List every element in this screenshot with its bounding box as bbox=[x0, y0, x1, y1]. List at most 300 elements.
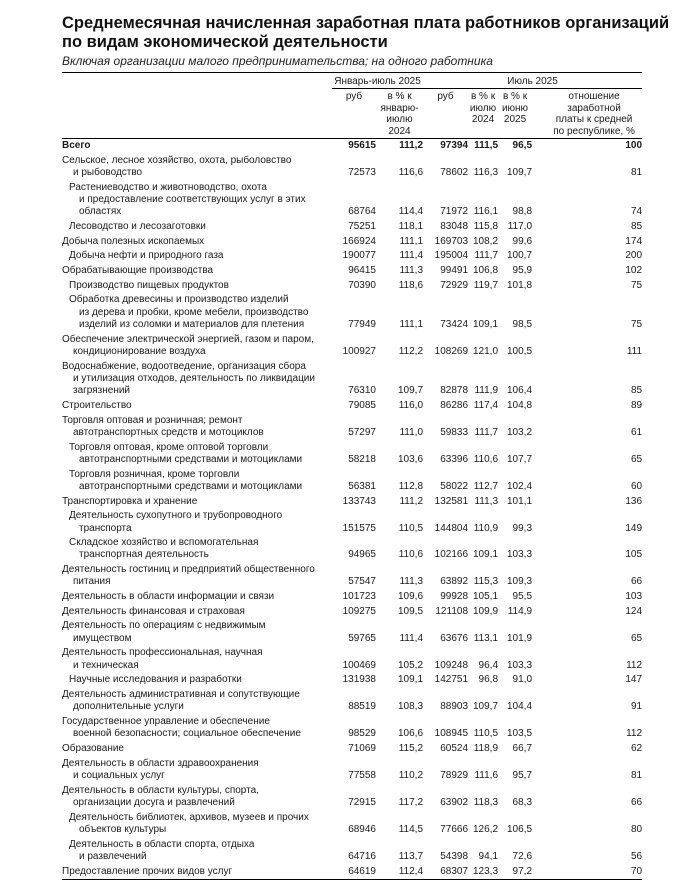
value-pct-jun-2025: 104,8 bbox=[506, 399, 533, 411]
activity-name-line: Государственное управление и обеспечение bbox=[62, 716, 270, 728]
value-rub-jul: 82878 bbox=[440, 385, 469, 397]
activity-name-line: организации досуга и развлечений bbox=[73, 796, 235, 808]
value-pct-jul-2024: 116,3 bbox=[473, 167, 499, 179]
value-pct-jun-2025: 114,9 bbox=[507, 605, 533, 617]
value-pct-jul-2024: 110,9 bbox=[473, 522, 499, 534]
activity-name bbox=[62, 536, 332, 563]
activity-name-line: и рыбоводство bbox=[73, 167, 143, 179]
value-ratio: 81 bbox=[630, 167, 643, 179]
value-pct-jul-2024: 106,8 bbox=[472, 265, 499, 277]
table-row bbox=[62, 264, 642, 279]
activity-name-line: Сельское, лесное хозяйство, охота, рыболовство bbox=[62, 154, 292, 166]
activity-name bbox=[62, 440, 332, 467]
value-rub-jul: 97394 bbox=[423, 139, 468, 154]
value-rub-jan-jul: 57297 bbox=[348, 426, 376, 438]
value-ratio: 65 bbox=[630, 632, 643, 644]
activity-name-line: загрязнений bbox=[73, 385, 131, 397]
activity-name-line: транспорта bbox=[79, 522, 132, 534]
value-pct-jan-jul: 108,3 bbox=[397, 701, 424, 713]
activity-name-line: имуществом bbox=[73, 632, 132, 644]
title-line-2: по видам экономической деятельности bbox=[62, 33, 388, 51]
value-pct-jan-jul: 111,2 bbox=[376, 139, 423, 154]
value-pct-jun-2025: 99,6 bbox=[512, 235, 533, 247]
value-pct-jul-2024: 108,2 bbox=[472, 235, 499, 247]
value-ratio: 74 bbox=[630, 206, 643, 218]
activity-name-line: Деятельность сухопутного и трубопроводного bbox=[69, 510, 283, 522]
activity-name bbox=[62, 279, 332, 294]
value-rub-jan-jul: 190077 bbox=[342, 250, 376, 262]
value-pct-jan-jul: 112,2 bbox=[398, 346, 424, 358]
activity-name bbox=[62, 509, 332, 536]
activity-name-line: Торговля оптовая, кроме оптовой торговли bbox=[69, 441, 269, 453]
value-pct-jul-2024: 111,7 bbox=[474, 250, 499, 262]
value-rub-jul: 88903 bbox=[440, 701, 469, 713]
activity-name bbox=[62, 810, 332, 837]
activity-name-line: Лесоводство и лесозаготовки bbox=[69, 221, 206, 233]
table-row bbox=[62, 220, 642, 235]
value-rub-jan-jul: 79085 bbox=[348, 399, 376, 411]
title-line-1: Среднемесячная начисленная заработная плата работников организаций bbox=[62, 14, 670, 32]
activity-name-line: Деятельность административная и сопутствующие bbox=[62, 689, 300, 701]
value-rub-jan-jul: 151575 bbox=[342, 522, 376, 534]
value-rub-jul: 195004 bbox=[434, 250, 469, 262]
activity-name-line: Деятельность профессиональная, научная bbox=[62, 647, 263, 659]
value-pct-jul-2024: 105,1 bbox=[472, 591, 499, 603]
activity-name-line: и утилизация отходов, деятельность по ликвидации bbox=[73, 372, 315, 384]
value-pct-jul-2024: 109,1 bbox=[472, 319, 499, 331]
value-ratio: 66 bbox=[630, 576, 643, 588]
table-row bbox=[62, 279, 642, 294]
activity-name-line: Деятельность по операциям с недвижимым bbox=[62, 620, 266, 632]
table-row bbox=[62, 181, 642, 220]
value-rub-jul: 78929 bbox=[440, 769, 469, 781]
activity-name bbox=[62, 220, 332, 235]
activity-name bbox=[62, 783, 332, 810]
value-ratio: 149 bbox=[625, 522, 643, 534]
value-rub-jan-jul: 76310 bbox=[348, 385, 376, 397]
activity-name-line: из дерева и пробки, кроме мебели, производство bbox=[79, 306, 309, 318]
table-row bbox=[62, 756, 642, 783]
value-pct-jun-2025: 95,7 bbox=[512, 769, 533, 781]
value-pct-jan-jul: 109,5 bbox=[397, 605, 424, 617]
value-rub-jul: 63676 bbox=[440, 632, 469, 644]
activity-name bbox=[62, 264, 332, 279]
value-pct-jan-jul: 111,0 bbox=[399, 426, 424, 438]
table-row bbox=[62, 467, 642, 494]
activity-name bbox=[62, 413, 332, 440]
value-pct-jul-2024: 96,8 bbox=[478, 674, 499, 686]
table-row bbox=[62, 413, 642, 440]
activity-name-line: Научные исследования и разработки bbox=[69, 674, 242, 686]
value-pct-jun-2025: 109,7 bbox=[506, 167, 533, 179]
value-pct-jun-2025: 98,8 bbox=[512, 206, 533, 218]
value-rub-jul: 77666 bbox=[440, 823, 469, 835]
value-pct-jun-2025: 102,4 bbox=[506, 480, 533, 492]
value-rub-jan-jul: 70390 bbox=[348, 279, 376, 291]
activity-name bbox=[62, 756, 332, 783]
activity-name-line: Растениеводство и животноводство, охота bbox=[69, 181, 267, 193]
activity-name-line: Торговля розничная, кроме торговли bbox=[69, 468, 240, 480]
value-pct-jul-2024: 118,3 bbox=[473, 796, 499, 808]
activity-name-line: питания bbox=[73, 576, 111, 588]
value-pct-jul-2024: 109,1 bbox=[472, 549, 499, 561]
value-ratio: 91 bbox=[630, 701, 643, 713]
value-pct-jun-2025: 68,3 bbox=[512, 796, 533, 808]
activity-name-line: областях bbox=[79, 206, 122, 218]
value-pct-jul-2024: 119,7 bbox=[473, 279, 499, 291]
activity-name-line: автотранспортных средств и мотоциклов bbox=[73, 426, 264, 438]
table-row bbox=[62, 333, 642, 360]
activity-name bbox=[62, 360, 332, 399]
value-rub-jul: 71972 bbox=[440, 206, 469, 218]
value-pct-jun-2025: 99,3 bbox=[512, 522, 533, 534]
value-ratio: 112 bbox=[626, 728, 643, 740]
value-pct-jun-2025: 103,5 bbox=[506, 728, 533, 740]
value-ratio: 174 bbox=[625, 235, 643, 247]
value-rub-jan-jul: 57547 bbox=[348, 576, 376, 588]
value-pct-jan-jul: 111,4 bbox=[399, 250, 424, 262]
value-rub-jan-jul: 98529 bbox=[348, 728, 376, 740]
value-pct-jan-jul: 114,5 bbox=[398, 823, 424, 835]
value-ratio: 61 bbox=[630, 426, 643, 438]
value-rub-jan-jul: 131938 bbox=[342, 674, 376, 686]
value-rub-jul: 73424 bbox=[440, 319, 469, 331]
activity-name bbox=[62, 494, 332, 509]
value-rub-jan-jul: 96415 bbox=[348, 265, 376, 277]
value-pct-jul-2024: 126,2 bbox=[472, 823, 499, 835]
activity-name-line: транспортная деятельность bbox=[79, 549, 209, 561]
value-rub-jul: 121108 bbox=[435, 605, 469, 617]
table-row bbox=[62, 715, 642, 742]
value-ratio: 100 bbox=[532, 139, 642, 154]
table-row bbox=[62, 154, 642, 181]
document-page bbox=[62, 14, 670, 880]
value-rub-jan-jul: 68946 bbox=[348, 823, 376, 835]
value-rub-jan-jul: 94965 bbox=[348, 549, 376, 561]
value-pct-jan-jul: 111,3 bbox=[399, 265, 424, 277]
value-pct-jan-jul: 118,1 bbox=[398, 221, 424, 233]
value-ratio: 112 bbox=[626, 659, 643, 671]
value-ratio: 66 bbox=[630, 796, 643, 808]
activity-name-line: Строительство bbox=[62, 399, 132, 411]
activity-name-line: изделий из соломки и материалов для плетения bbox=[79, 319, 305, 331]
value-ratio: 102 bbox=[625, 265, 643, 277]
activity-name bbox=[62, 619, 332, 646]
value-pct-jul-2024: 111,6 bbox=[474, 769, 499, 781]
table-row bbox=[62, 837, 642, 864]
activity-name-line: автотранспортными средствами и мотоциклами bbox=[79, 453, 303, 465]
activity-name-line: Деятельность в области культуры, спорта, bbox=[62, 784, 259, 796]
table-row bbox=[62, 605, 642, 620]
activity-name bbox=[62, 715, 332, 742]
table-row bbox=[62, 810, 642, 837]
value-rub-jan-jul: 64716 bbox=[348, 850, 376, 862]
value-pct-jul-2024: 111,3 bbox=[474, 495, 499, 507]
value-ratio: 56 bbox=[630, 850, 643, 862]
activity-name-line: Обеспечение электрической энергией, газом и паром, bbox=[62, 333, 314, 345]
activity-name-line: Обрабатывающие производства bbox=[62, 265, 214, 277]
page-title bbox=[62, 14, 670, 52]
activity-name bbox=[62, 864, 332, 879]
value-pct-jan-jul: 118,6 bbox=[398, 279, 424, 291]
value-pct-jan-jul: 111,3 bbox=[399, 576, 424, 588]
value-pct-jun-2025: 104,4 bbox=[506, 701, 533, 713]
value-rub-jan-jul: 88519 bbox=[348, 701, 376, 713]
value-pct-jan-jul: 109,6 bbox=[397, 591, 424, 603]
table-body bbox=[62, 139, 642, 880]
value-rub-jan-jul: 72573 bbox=[348, 167, 376, 179]
activity-name-line: Деятельность в области спорта, отдыха bbox=[69, 838, 255, 850]
activity-name-line: объектов культуры bbox=[79, 823, 167, 835]
table-row bbox=[62, 536, 642, 563]
value-pct-jan-jul: 112,4 bbox=[376, 864, 423, 879]
value-pct-jun-2025: 95,9 bbox=[512, 265, 533, 277]
value-pct-jul-2024: 115,3 bbox=[473, 576, 499, 588]
value-rub-jul: 63396 bbox=[440, 453, 469, 465]
value-pct-jun-2025: 95,5 bbox=[512, 591, 533, 603]
value-rub-jan-jul: 59765 bbox=[348, 632, 376, 644]
value-ratio: 105 bbox=[625, 549, 643, 561]
activity-name-line: Деятельность гостиниц и предприятий общественного bbox=[62, 564, 315, 576]
value-rub-jan-jul: 101723 bbox=[342, 591, 376, 603]
value-pct-jun-2025: 96,5 bbox=[498, 139, 532, 154]
value-ratio: 89 bbox=[630, 399, 643, 411]
table-row bbox=[62, 646, 642, 673]
value-rub-jul: 144804 bbox=[434, 522, 469, 534]
table-row bbox=[62, 360, 642, 399]
value-rub-jan-jul: 58218 bbox=[348, 453, 376, 465]
value-rub-jul: 169703 bbox=[434, 235, 469, 247]
value-rub-jan-jul: 56381 bbox=[348, 480, 376, 492]
value-rub-jul: 108945 bbox=[434, 728, 469, 740]
value-pct-jan-jul: 106,6 bbox=[397, 728, 424, 740]
value-pct-jul-2024: 111,7 bbox=[474, 426, 499, 438]
table-row bbox=[62, 688, 642, 715]
col-header-pct-jul-2024: в % к июлю 2024 bbox=[469, 91, 497, 125]
value-rub-jul: 60524 bbox=[440, 743, 469, 754]
activity-name bbox=[62, 181, 332, 220]
value-rub-jan-jul: 100927 bbox=[342, 346, 376, 358]
table-row bbox=[62, 563, 642, 590]
col-header-rub-jul: руб bbox=[437, 91, 454, 102]
value-ratio: 80 bbox=[630, 823, 643, 835]
value-pct-jan-jul: 110,2 bbox=[398, 769, 424, 781]
value-ratio: 81 bbox=[630, 769, 643, 781]
value-rub-jul: 86286 bbox=[440, 399, 469, 411]
value-pct-jul-2024: 110,5 bbox=[473, 728, 499, 740]
value-ratio: 147 bbox=[625, 674, 643, 686]
value-pct-jun-2025: 106,4 bbox=[506, 385, 533, 397]
value-pct-jul-2024: 118,9 bbox=[473, 743, 499, 754]
activity-name-line: Добыча полезных ископаемых bbox=[62, 235, 205, 247]
activity-name-line: и социальных услуг bbox=[73, 769, 165, 781]
value-ratio: 65 bbox=[630, 453, 643, 465]
value-pct-jun-2025: 107,7 bbox=[506, 453, 533, 465]
value-pct-jul-2024: 123,3 bbox=[468, 864, 498, 879]
table-row bbox=[62, 249, 642, 264]
value-pct-jul-2024: 117,4 bbox=[473, 399, 499, 411]
value-rub-jul: 108269 bbox=[434, 346, 469, 358]
value-pct-jun-2025: 72,6 bbox=[512, 850, 533, 862]
value-rub-jul: 72929 bbox=[440, 279, 469, 291]
value-rub-jan-jul: 64619 bbox=[332, 864, 376, 879]
activity-name bbox=[62, 590, 332, 605]
value-ratio: 85 bbox=[630, 385, 643, 397]
table-row bbox=[62, 494, 642, 509]
value-pct-jun-2025: 101,8 bbox=[506, 279, 533, 291]
value-pct-jan-jul: 111,2 bbox=[399, 495, 424, 507]
activity-name bbox=[62, 333, 332, 360]
value-pct-jan-jul: 113,7 bbox=[398, 850, 424, 862]
value-pct-jan-jul: 109,7 bbox=[397, 385, 424, 397]
activity-name bbox=[62, 235, 332, 250]
activity-name-line: дополнительные услуги bbox=[73, 701, 184, 713]
header-name-blank bbox=[62, 89, 332, 139]
value-rub-jan-jul: 71069 bbox=[348, 743, 376, 754]
table-header bbox=[62, 73, 642, 139]
value-rub-jul: 132581 bbox=[434, 495, 469, 507]
activity-name-line: Образование bbox=[62, 743, 124, 754]
value-pct-jun-2025: 101,1 bbox=[506, 495, 533, 507]
value-pct-jan-jul: 110,5 bbox=[398, 522, 424, 534]
value-pct-jun-2025: 100,7 bbox=[506, 250, 533, 262]
activity-name bbox=[62, 673, 332, 688]
value-rub-jul: 63892 bbox=[440, 576, 469, 588]
value-pct-jun-2025: 109,3 bbox=[506, 576, 533, 588]
value-ratio: 62 bbox=[630, 743, 643, 754]
activity-name bbox=[62, 154, 332, 181]
col-header-rub-jan-jul: руб bbox=[345, 91, 363, 102]
activity-name-line: Складское хозяйство и вспомогательная bbox=[69, 537, 259, 549]
value-pct-jul-2024: 96,4 bbox=[478, 659, 499, 671]
table-row bbox=[62, 673, 642, 688]
value-rub-jul: 78602 bbox=[440, 167, 469, 179]
activity-name-line: Деятельность в области информации и связи bbox=[62, 591, 275, 603]
value-rub-jan-jul: 166924 bbox=[342, 235, 376, 247]
activity-name bbox=[62, 249, 332, 264]
value-pct-jan-jul: 116,6 bbox=[398, 167, 424, 179]
activity-name-line: Производство пищевых продуктов bbox=[69, 279, 229, 291]
activity-name-line: Добыча нефти и природного газа bbox=[69, 250, 224, 262]
value-rub-jan-jul: 133743 bbox=[342, 495, 376, 507]
table-row bbox=[62, 293, 642, 332]
value-ratio: 75 bbox=[630, 319, 643, 331]
value-pct-jan-jul: 110,6 bbox=[398, 549, 424, 561]
value-pct-jan-jul: 111,1 bbox=[399, 235, 424, 247]
value-pct-jan-jul: 109,1 bbox=[397, 674, 424, 686]
value-pct-jul-2024: 109,9 bbox=[472, 605, 499, 617]
value-ratio: 111 bbox=[626, 346, 643, 358]
value-pct-jun-2025: 91,0 bbox=[512, 674, 533, 686]
table-row bbox=[62, 440, 642, 467]
value-rub-jan-jul: 77558 bbox=[348, 769, 376, 781]
value-ratio: 70 bbox=[532, 864, 642, 879]
group-header-jan-jul: Январь-июль 2025 bbox=[332, 73, 423, 89]
table-row bbox=[62, 590, 642, 605]
activity-name-line: Деятельность финансовая и страховая bbox=[62, 605, 245, 617]
value-pct-jun-2025: 106,5 bbox=[506, 823, 533, 835]
group-header-jul: Июль 2025 bbox=[423, 73, 642, 89]
value-rub-jul: 109248 bbox=[434, 659, 469, 671]
value-pct-jul-2024: 111,5 bbox=[468, 139, 498, 154]
activity-name-line: и предоставление соответствующих услуг в этих bbox=[79, 194, 306, 206]
activity-name bbox=[62, 837, 332, 864]
col-header-ratio: отношение заработной платы к средней по республике, % bbox=[553, 91, 635, 137]
activity-name-line: военной безопасности; социальное обеспечение bbox=[73, 728, 301, 740]
value-pct-jun-2025: 98,5 bbox=[512, 319, 533, 331]
value-rub-jan-jul: 77949 bbox=[348, 319, 376, 331]
value-pct-jun-2025: 101,9 bbox=[506, 632, 533, 644]
table-row bbox=[62, 399, 642, 414]
value-pct-jul-2024: 109,7 bbox=[472, 701, 499, 713]
col-header-pct-jun-2025: в % к июню 2025 bbox=[501, 91, 529, 125]
wages-table bbox=[62, 72, 642, 880]
value-ratio: 75 bbox=[630, 279, 643, 291]
value-rub-jul: 68307 bbox=[423, 864, 468, 879]
activity-name bbox=[62, 139, 332, 154]
value-rub-jul: 83048 bbox=[440, 221, 469, 233]
value-rub-jan-jul: 95615 bbox=[332, 139, 376, 154]
value-pct-jun-2025: 103,2 bbox=[506, 426, 533, 438]
value-pct-jul-2024: 115,8 bbox=[473, 221, 499, 233]
activity-name-line: Торговля оптовая и розничная; ремонт bbox=[62, 414, 243, 426]
activity-name bbox=[62, 688, 332, 715]
page-subtitle: Включая организации малого предпринимательства; на одного работника bbox=[62, 54, 493, 68]
activity-name-line: и развлечений bbox=[79, 850, 147, 862]
value-pct-jun-2025: 97,2 bbox=[498, 864, 532, 879]
activity-name-line: Предоставление прочих видов услуг bbox=[62, 865, 233, 877]
value-ratio: 200 bbox=[625, 250, 643, 262]
value-rub-jul: 58022 bbox=[440, 480, 469, 492]
value-pct-jan-jul: 115,2 bbox=[398, 743, 424, 754]
value-rub-jul: 102166 bbox=[434, 549, 469, 561]
activity-name-line: Деятельность в области здравоохранения bbox=[62, 757, 259, 769]
value-pct-jun-2025: 100,5 bbox=[506, 346, 533, 358]
table-row bbox=[62, 509, 642, 536]
table-row bbox=[62, 864, 642, 879]
value-ratio: 103 bbox=[625, 591, 643, 603]
value-pct-jul-2024: 112,7 bbox=[473, 480, 499, 492]
activity-name-line: Водоснабжение, водоотведение, организация сбора bbox=[62, 360, 306, 372]
value-ratio: 60 bbox=[630, 480, 643, 492]
activity-name-line: Деятельность библиотек, архивов, музеев и прочих bbox=[69, 811, 309, 823]
value-rub-jul: 99928 bbox=[440, 591, 469, 603]
value-rub-jul: 59833 bbox=[440, 426, 469, 438]
value-pct-jan-jul: 112,8 bbox=[398, 480, 424, 492]
value-rub-jan-jul: 75251 bbox=[348, 221, 376, 233]
col-header-pct-jan-jul: в % к январю- июлю 2024 bbox=[380, 91, 419, 137]
value-rub-jan-jul: 109275 bbox=[342, 605, 376, 617]
value-pct-jan-jul: 114,4 bbox=[398, 206, 424, 218]
value-pct-jul-2024: 121,0 bbox=[472, 346, 499, 358]
activity-name-line: кондиционирование воздуха bbox=[73, 346, 206, 358]
activity-name bbox=[62, 293, 332, 332]
value-pct-jan-jul: 116,0 bbox=[398, 399, 424, 411]
value-rub-jan-jul: 100469 bbox=[342, 659, 376, 671]
activity-name bbox=[62, 467, 332, 494]
activity-name-line: Обработка древесины и производство изделий bbox=[69, 294, 289, 306]
value-ratio: 124 bbox=[625, 605, 643, 617]
value-pct-jun-2025: 103,3 bbox=[506, 549, 533, 561]
value-pct-jul-2024: 116,1 bbox=[473, 206, 499, 218]
activity-name bbox=[62, 742, 332, 757]
value-pct-jun-2025: 103,3 bbox=[506, 659, 533, 671]
value-rub-jul: 99491 bbox=[440, 265, 469, 277]
value-rub-jan-jul: 72915 bbox=[348, 796, 376, 808]
value-pct-jan-jul: 111,1 bbox=[399, 319, 424, 331]
activity-name bbox=[62, 605, 332, 620]
value-ratio: 85 bbox=[630, 221, 643, 233]
